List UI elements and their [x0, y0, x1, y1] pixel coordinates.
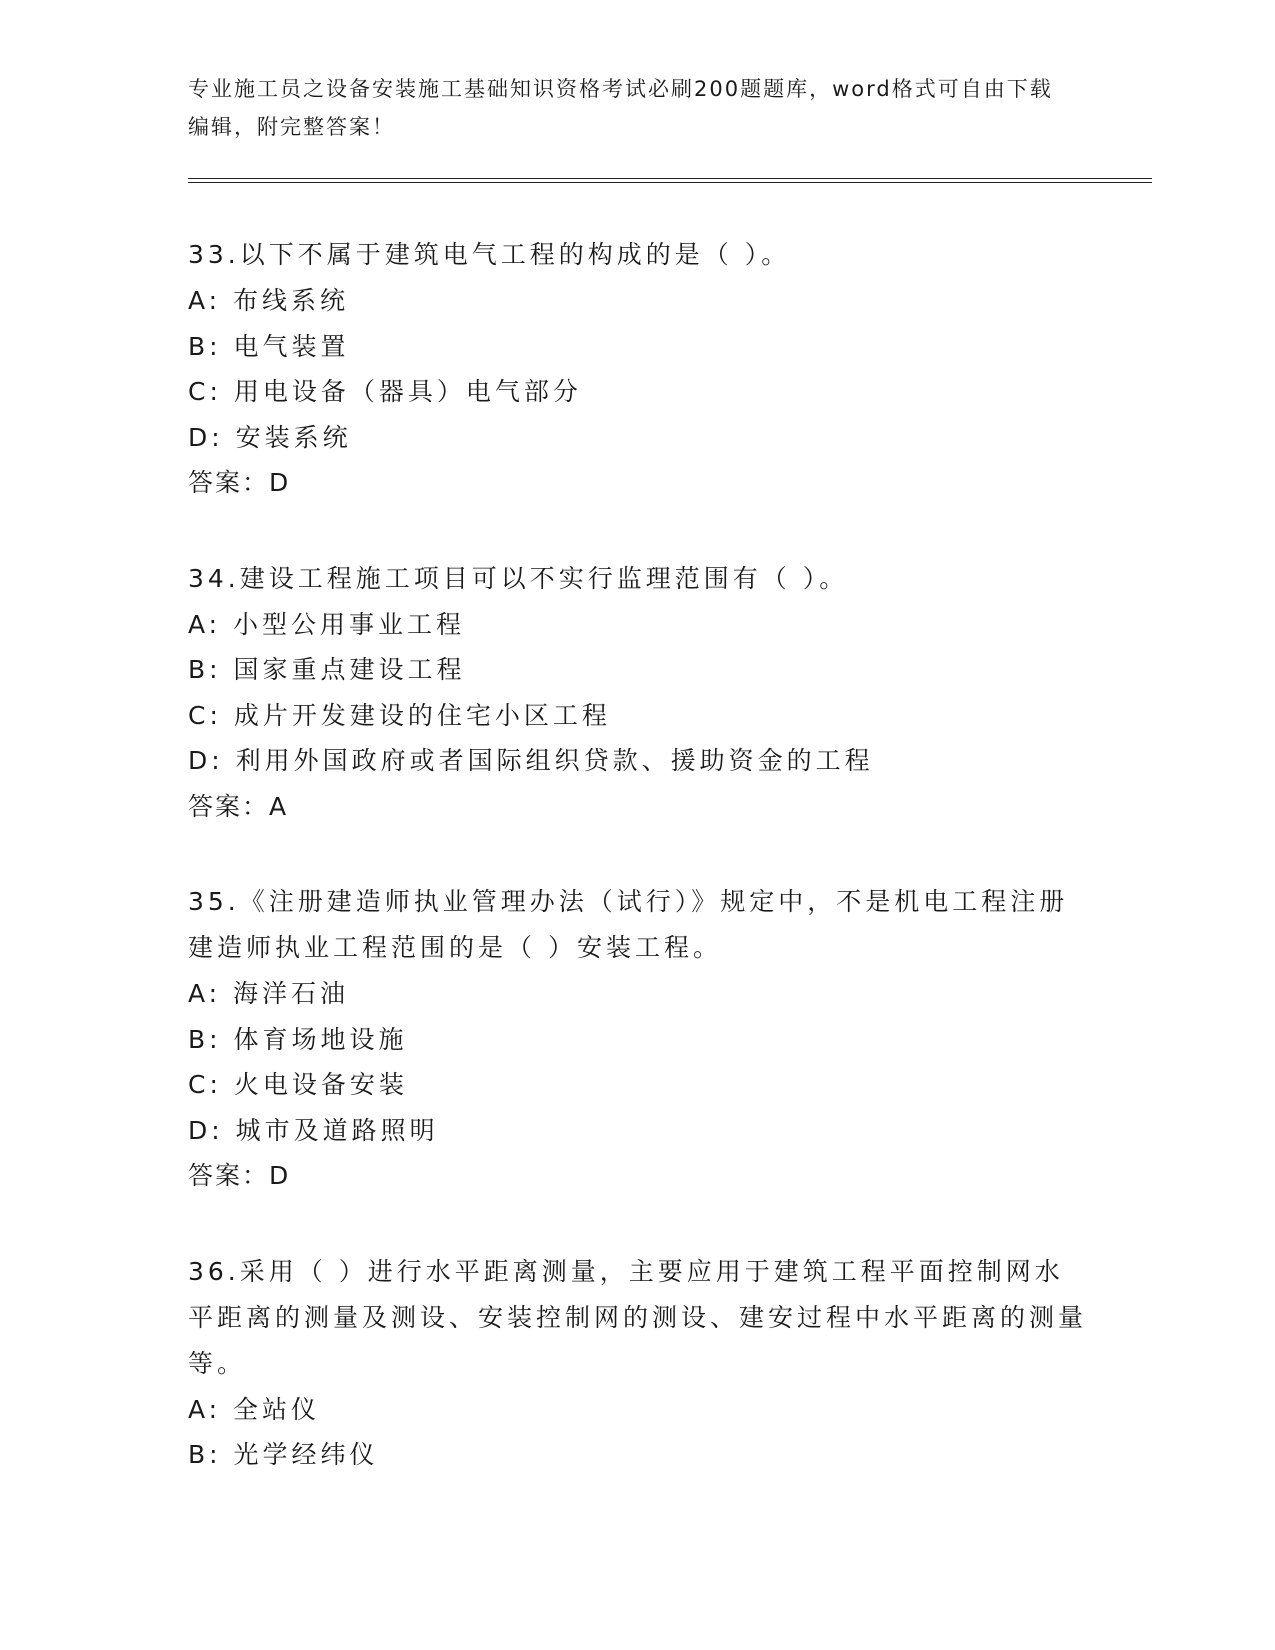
answer-label: 答案：A	[188, 791, 289, 821]
option-a: A: 布线系统	[188, 286, 350, 315]
option-a: A: 小型公用事业工程	[188, 609, 466, 639]
option-b: B: 国家重点建设工程	[188, 655, 466, 684]
question-stem: 35.《注册建造师执业管理办法（试行）》规定中，不是机电工程注册建造师执业工程范围的是（ ）安装工程。	[188, 887, 1069, 962]
question-35	[188, 879, 1088, 1199]
option-d: D: 安装系统	[188, 422, 352, 452]
question-36	[188, 1249, 1088, 1478]
option-c: C: 用电设备（器具）电气部分	[188, 377, 582, 406]
header-rule-top	[188, 178, 1152, 179]
answer-label: 答案：D	[188, 468, 291, 497]
option-d: D: 城市及道路照明	[188, 1115, 439, 1145]
option-b: B: 光学经纬仪	[188, 1440, 379, 1469]
question-stem: 36.采用（ ）进行水平距离测量，主要应用于建筑工程平面控制网水平距离的测量及测设、安装控制网的测设、建安过程中水平距离的测量等。	[188, 1256, 1088, 1378]
question-33	[188, 232, 1088, 506]
option-b: B: 电气装置	[188, 331, 350, 361]
option-b: B: 体育场地设施	[188, 1024, 408, 1054]
answer-label: 答案：D	[188, 1161, 291, 1190]
question-stem: 33.以下不属于建筑电气工程的构成的是（ ）。	[188, 240, 791, 269]
question-34	[188, 556, 1088, 830]
option-d: D: 利用外国政府或者国际组织贷款、援助资金的工程	[188, 746, 874, 775]
question-stem: 34.建设工程施工项目可以不实行监理范围有（ ）。	[188, 563, 849, 593]
option-c: C: 火电设备安装	[188, 1070, 408, 1099]
header-rule-bottom	[188, 182, 1152, 183]
option-a: A: 海洋石油	[188, 979, 350, 1008]
question-list	[188, 232, 1088, 1528]
header-text: 专业施工员之设备安装施工基础知识资格考试必刷200题题库，word格式可自由下载编辑，附完整答案！	[188, 77, 1053, 139]
option-c: C: 成片开发建设的住宅小区工程	[188, 700, 611, 730]
option-a: A: 全站仪	[188, 1394, 321, 1424]
document-header	[188, 70, 1068, 146]
